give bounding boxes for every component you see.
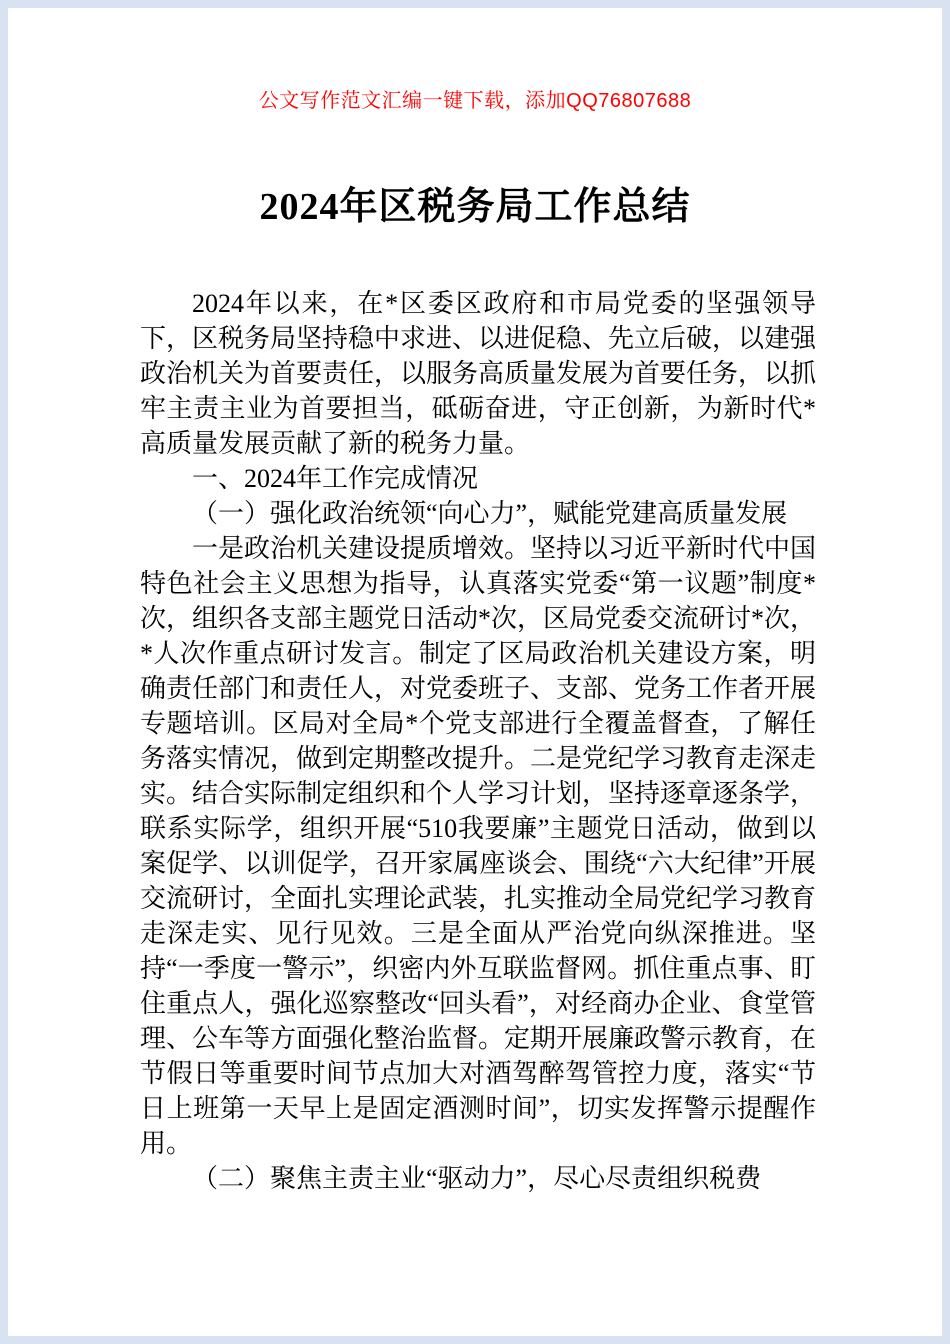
paragraph-intro: 2024年以来，在*区委区政府和市局党委的坚强领导下，区税务局坚持稳中求进、以进促稳、先立后破，以建强政治机关为首要责任，以服务高质量发展为首要任务，以抓牢主责主业为首要担当，砥砺奋进，守正创新，为新时代*高质量发展贡献了新的税务力量。: [140, 289, 817, 458]
paragraph-subsection-1-1-body: 一是政治机关建设提质增效。坚持以习近平新时代中国特色社会主义思想为指导，认真落实党委“第一议题”制度*次，组织各支部主题党日活动*次，区局党委交流研讨*次，*人次作重点研讨发言。制定了区局政治机关建设方案，明确责任部门和责任人，对党委班子、支部、党务工作者开展专题培训。区局对全局*个党支部进行全覆盖督查，了解任务落实情况，做到定期整改提升。二是党纪学习教育走深走实。结合实际制定组织和个人学习计划，坚持逐章逐条学，联系实际学，组织开展“510我要廉”主题党日活动，做到以案促学、以训促学，召开家属座谈会、围绕“六大纪律”开展交流研讨，全面扎实理论武装，扎实推动全局党纪学习教育走深走实、见行见效。三是全面从严治党向纵深推进。坚持“一季度一警示”，织密内外互联监督网。抓住重点事、盯住重点人，强化巡察整改“回头看”，对经商办企业、食堂管理、公车等方面强化整治监督。定期开展廉政警示教育，在节假日等重要时间节点加大对酒驾醉驾管控力度，落实“节日上班第一天早上是固定酒测时间”，切实发挥警示提醒作用。: [140, 534, 817, 1158]
document-body: [140, 286, 816, 1196]
heading-subsection-1-2: （二）聚焦主责主业“驱动力”，尽心尽责组织税费: [192, 1164, 762, 1193]
promo-notice-text: 公文写作范文汇编一键下载，添加QQ76807688: [258, 90, 692, 112]
document-title: 2024年区税务局工作总结: [259, 186, 691, 228]
heading-subsection-1-1: （一）强化政治统领“向心力”，赋能党建高质量发展: [192, 499, 788, 528]
heading-section-1: 一、2024年工作完成情况: [192, 464, 479, 493]
document-page: [8, 8, 942, 1336]
